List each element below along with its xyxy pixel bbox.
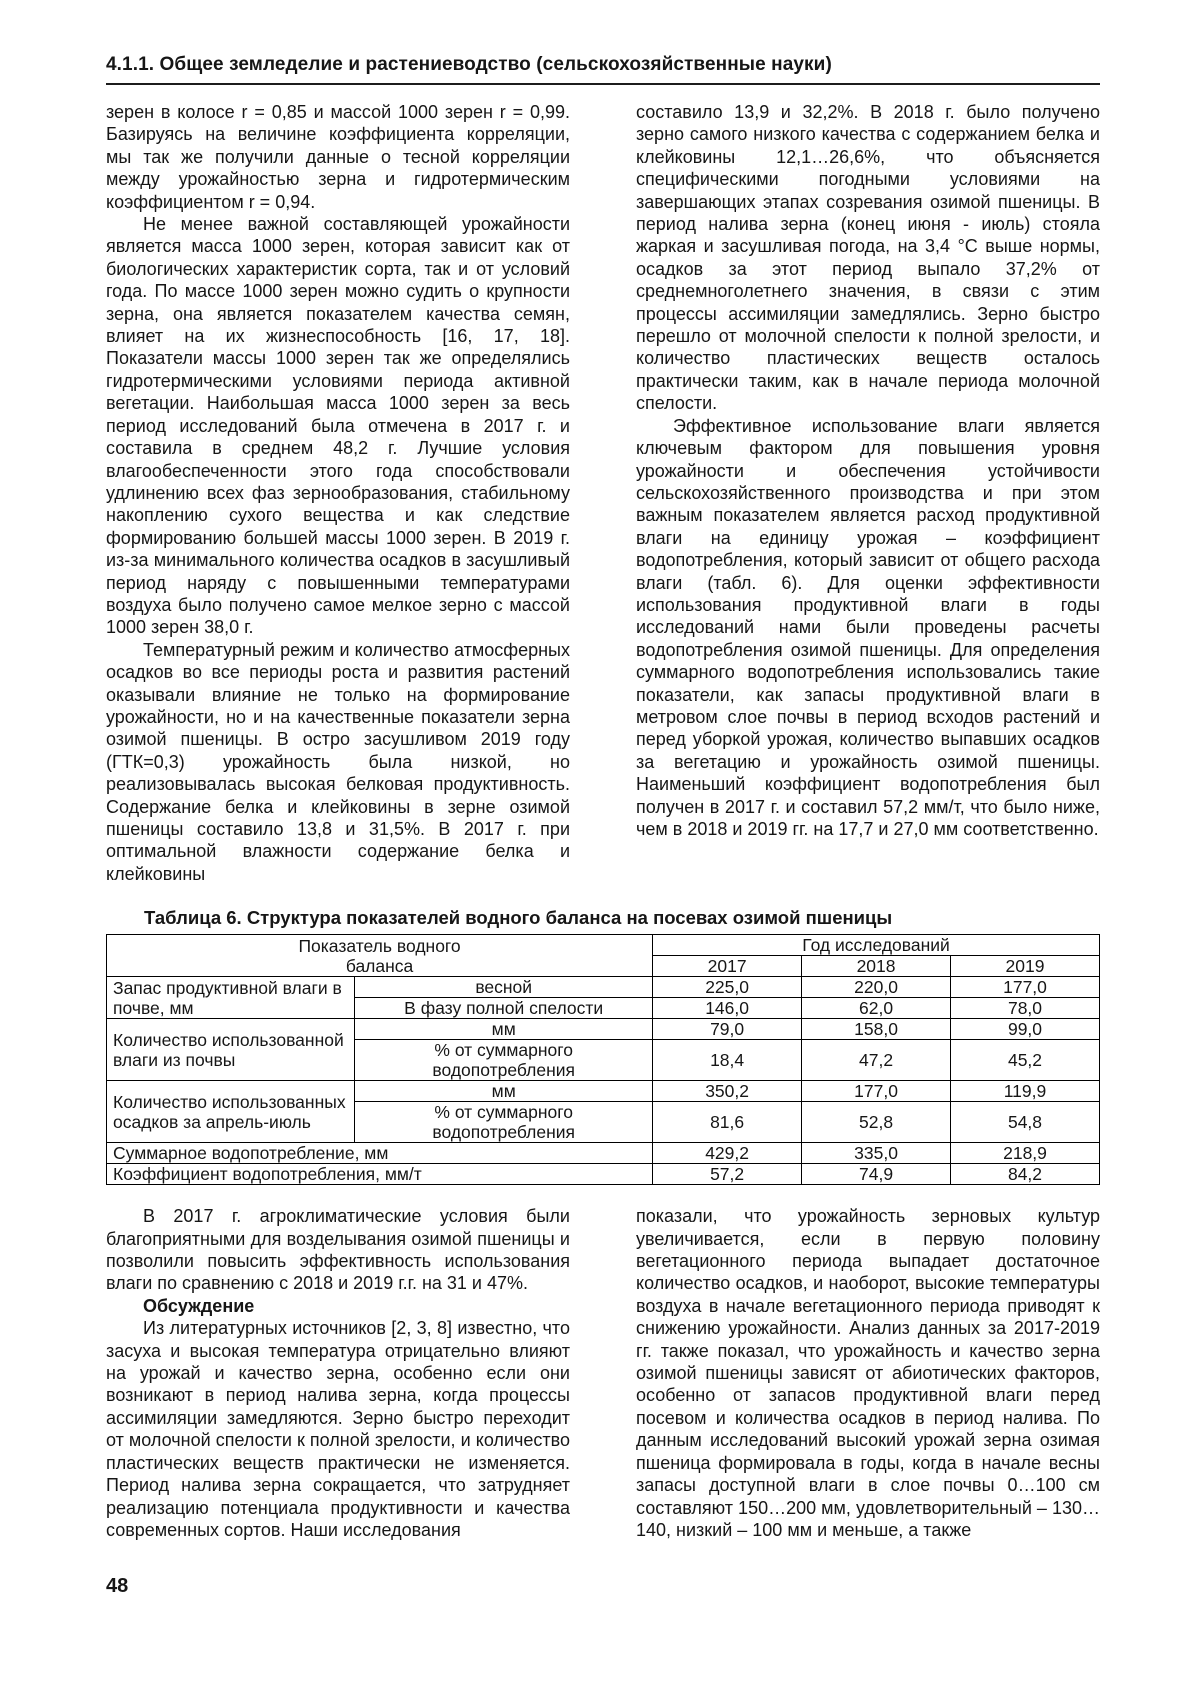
table-value-cell: 57,2 <box>653 1164 802 1185</box>
table-row <box>107 1019 1100 1040</box>
table-row-label: Коэффициент водопотребления, мм/т <box>107 1164 653 1185</box>
table-row-sublabel: весной <box>355 977 653 998</box>
table-row-label: Запас продуктивной влаги в почве, мм <box>107 977 355 1019</box>
table-row-label: Количество использованных осадков за апрель-июль <box>107 1081 355 1143</box>
table-header-indicator <box>107 935 653 977</box>
table-value-cell: 429,2 <box>653 1143 802 1164</box>
table-value-cell: 335,0 <box>802 1143 951 1164</box>
table-row-label: Суммарное водопотребление, мм <box>107 1143 653 1164</box>
table-value-cell: 119,9 <box>951 1081 1100 1102</box>
table-row-sublabel: % от суммарного водопотребления <box>355 1102 653 1143</box>
table-summary-row <box>107 1143 1100 1164</box>
page-number: 48 <box>106 1575 129 1598</box>
water-balance-table <box>106 934 1100 1185</box>
table-value-cell: 177,0 <box>802 1081 951 1102</box>
table-header-indicator-label: Показатель водного баланса <box>298 935 461 976</box>
table-value-cell: 18,4 <box>653 1040 802 1081</box>
table-row <box>107 1081 1100 1102</box>
running-header: 4.1.1. Общее земледелие и растениеводство (сельскохозяйственные науки) <box>106 54 1100 85</box>
table-row-sublabel: % от суммарного водопотребления <box>355 1040 653 1081</box>
table-header-year: 2018 <box>802 956 951 977</box>
paragraph: Температурный режим и количество атмосферных осадков во все периоды роста и развития растений оказывали влияние не только на формирование урожайности, но и на качественные показатели зерна озимой пшеницы. В остро засушливом 2019 году (ГТК=0,3) урожайность была низкой, но реализовывалась высокая белковая продуктивность. Содержание белка и клейковины в зерне озимой пшеницы составило 13,8 и 31,5%. В 2017 г. при оптимальной влажности содержание белка и клейковины <box>106 639 570 884</box>
table-row <box>107 977 1100 998</box>
table-caption: Таблица 6. Структура показателей водного баланса на посевах озимой пшеницы <box>144 907 893 929</box>
paragraph: зерен в колосе r = 0,85 и массой 1000 зерен r = 0,99. Базируясь на величине коэффициента корреляции, мы так же получили данные о тесной корреляции между урожайностью зерна и гидротермическим коэффициентом r = 0,94. <box>106 102 570 212</box>
paragraph: Из литературных источников [2, 3, 8] известно, что засуха и высокая температура отрицательно влияют на урожай и качество зерна, особенно если они возникают в период налива зерна, когда процессы ассимиляции замедляются. Зерно быстро переходит от молочной спелости к полной зрелости, и количество пластических веществ практически не изменяется. Период налива зерна сокращается, что затрудняет реализацию потенциала продуктивности и качества современных сортов. Наши исследования <box>106 1318 570 1540</box>
table-value-cell: 52,8 <box>802 1102 951 1143</box>
table-value-cell: 99,0 <box>951 1019 1100 1040</box>
table-value-cell: 177,0 <box>951 977 1100 998</box>
table-value-cell: 84,2 <box>951 1164 1100 1185</box>
table-value-cell: 47,2 <box>802 1040 951 1081</box>
paragraph: Не менее важной составляющей урожайности является масса 1000 зерен, которая зависит как от биологических характеристик сорта, так и от условий года. По массе 1000 зерен можно судить о крупности зерна, она является показателем качества семян, влияет на их жизнеспособность [16, 17, 18]. Показатели массы 1000 зерен так же определялись гидротермическими условиями периода активной вегетации. Наибольшая масса 1000 зерен за весь период исследований была отмечена в 2017 г. и составила в среднем 48,2 г. Лучшие условия влагообеспеченности этого года способствовали удлинению всех фаз зернообразования, стабильному накоплению сухого вещества и как следствие формированию большей массы 1000 зерен. В 2019 г. из-за минимального количества осадков в засушливый период наряду с повышенными температурами воздуха было получено самое мелкое зерно с массой 1000 зерен 38,0 г. <box>106 214 570 638</box>
table-row-label: Количество использованной влаги из почвы <box>107 1019 355 1081</box>
table-header-year-group: Год исследований <box>653 935 1100 956</box>
paragraph: Эффективное использование влаги является ключевым фактором для повышения уровня урожайности и обеспечения устойчивости сельскохозяйственного производства и при этом важным показателем является расход продуктивной влаги на единицу урожая – коэффициент водопотребления, который зависит от общего расхода влаги (табл. 6). Для оценки эффективности использования продуктивной влаги в годы исследований нами были проведены расчеты водопотребления озимой пшеницы. Для определения суммарного водопотребления использовались такие показатели, как запасы продуктивной влаги в метровом слое почвы в период всходов растений и перед уборкой урожая, количество выпавших осадков за вегетацию и урожайность озимой пшеницы. Наименьший коэффициент водопотребления был получен в 2017 г. и составил 57,2 мм/т, что было ниже, чем в 2018 и 2019 гг. на 17,7 и 27,0 мм соответственно. <box>636 415 1100 839</box>
top-right-column <box>636 101 1100 885</box>
table-value-cell: 350,2 <box>653 1081 802 1102</box>
bottom-left-column <box>106 1205 570 1541</box>
top-left-column <box>106 101 570 885</box>
table-value-cell: 81,6 <box>653 1102 802 1143</box>
bottom-section <box>106 1205 1100 1541</box>
table-header-year: 2017 <box>653 956 802 977</box>
bottom-right-column <box>636 1205 1100 1541</box>
table-value-cell: 62,0 <box>802 998 951 1019</box>
paragraph: составило 13,9 и 32,2%. В 2018 г. было получено зерно самого низкого качества с содержанием белка и клейковины 12,1…26,6%, что объясняется специфическими погодными условиями на завершающих этапах созревания озимой пшеницы. В период налива зерна (конец июня - июль) стояла жаркая и засушливая погода, на 3,4 °С выше нормы, осадков за этот период выпало 37,2% от среднемноголетнего значения, в связи с этим процессы ассимиляции замедлялись. Зерно быстро перешло от молочной спелости к полной зрелости, и количество пластических веществ осталось практически таким, как в начале периода молочной спелости. <box>636 102 1100 414</box>
paragraph: показали, что урожайность зерновых культур увеличивается, если в первую половину вегетационного периода выпадает достаточное количество осадков, и наоборот, высокие температуры воздуха в начале вегетационного периода приводят к снижению урожайности. Анализ данных за 2017-2019 гг. также показал, что урожайность и качество зерна озимой пшеницы зависят от абиотических факторов, особенно от запасов продуктивной влаги перед посевом и количества осадков в период налива. По данным исследований высокий урожай зерна озимая пшеница формировала в годы, когда в начале весны запасы доступной влаги в слое почвы 0…100 см составляют 150…200 мм, удовлетворительный – 130…140, низкий – 100 мм и меньше, а также <box>636 1206 1100 1540</box>
table-value-cell: 220,0 <box>802 977 951 998</box>
table-value-cell: 158,0 <box>802 1019 951 1040</box>
table-header-row-1 <box>107 935 1100 956</box>
table-value-cell: 78,0 <box>951 998 1100 1019</box>
table-value-cell: 225,0 <box>653 977 802 998</box>
table-summary-row <box>107 1164 1100 1185</box>
table-value-cell: 45,2 <box>951 1040 1100 1081</box>
table-row-sublabel: В фазу полной спелости <box>355 998 653 1019</box>
top-section <box>106 101 1100 885</box>
table-value-cell: 146,0 <box>653 998 802 1019</box>
table-value-cell: 218,9 <box>951 1143 1100 1164</box>
table-row-sublabel: мм <box>355 1081 653 1102</box>
table-value-cell: 74,9 <box>802 1164 951 1185</box>
discussion-heading: Обсуждение <box>143 1295 255 1316</box>
table-value-cell: 79,0 <box>653 1019 802 1040</box>
paragraph: В 2017 г. агроклиматические условия были благоприятными для возделывания озимой пшеницы и позволили повысить эффективность использования влаги по сравнению с 2018 и 2019 г.г. на 31 и 47%. <box>106 1206 570 1294</box>
table-row-sublabel: мм <box>355 1019 653 1040</box>
table-header-year: 2019 <box>951 956 1100 977</box>
table-value-cell: 54,8 <box>951 1102 1100 1143</box>
